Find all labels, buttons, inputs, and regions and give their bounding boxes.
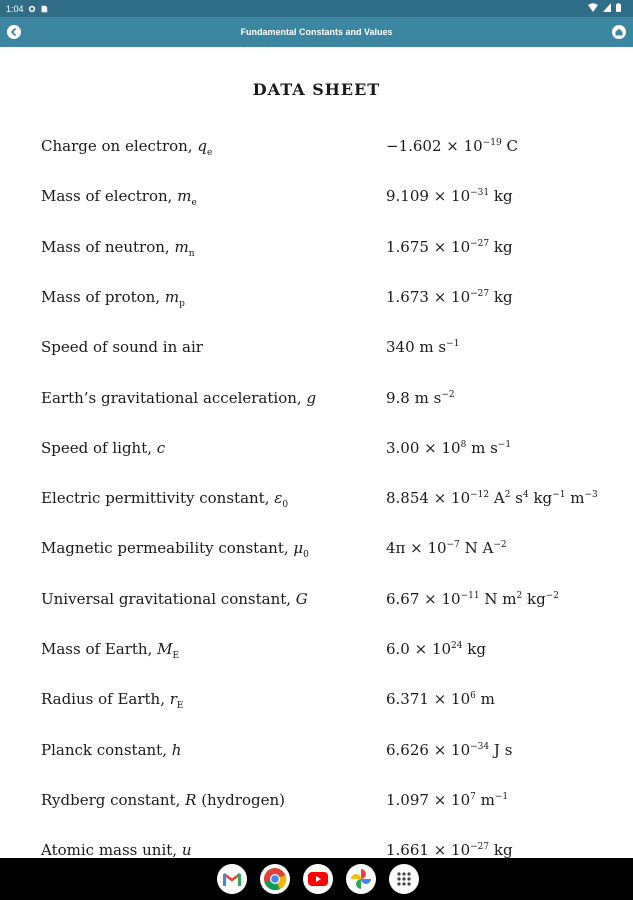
value-exponent: 6 [470, 691, 476, 702]
value-exponent: 2 [516, 590, 523, 601]
constant-row [0, 741, 633, 771]
constant-value: $8.854 \times 10^{-12}$ $A^2$ $s^4$ $kg^{-1}$ $m^{-3}$ [386, 489, 598, 508]
constant-label: Earth’s gravitational acceleration, g [41, 388, 317, 407]
constant-label: Mass of electron, $m_e$ [41, 187, 197, 209]
constant-label: Mass of neutron, $m_n$ [41, 237, 195, 259]
constant-row [0, 791, 633, 821]
constant-row [0, 338, 633, 368]
chrome-app-icon[interactable] [260, 864, 290, 894]
constant-value: $6.626 \times 10^{-34}$ J s [386, 740, 513, 759]
constant-value: $3.00 \times 10^8$ m $s^{-1}$ [386, 438, 512, 457]
constant-symbol: m [164, 287, 180, 306]
constant-value: 9.8 m $s^{-2}$ [386, 388, 455, 407]
battery-icon [616, 3, 621, 12]
sync-icon [28, 5, 36, 13]
constant-row [0, 841, 633, 858]
constant-symbol: q [197, 137, 207, 155]
value-exponent: −34 [470, 741, 490, 752]
constant-label: Planck constant, h [41, 740, 182, 759]
constant-row [0, 590, 633, 620]
value-exponent: −1 [552, 490, 566, 501]
value-exponent: −31 [470, 188, 490, 199]
constant-label: Speed of light, c [41, 438, 166, 457]
constant-symbol-subscript: e [206, 148, 213, 158]
value-exponent: −1 [446, 339, 460, 350]
value-exponent: −2 [441, 389, 455, 400]
value-exponent: −12 [470, 490, 490, 501]
constant-symbol-subscript: n [188, 248, 195, 259]
value-exponent: 8 [460, 439, 467, 450]
value-exponent: −27 [470, 842, 490, 853]
constant-value: $6.0 \times 10^{24}$ kg [386, 640, 486, 658]
constant-row [0, 238, 633, 268]
wifi-icon [588, 3, 598, 12]
value-exponent: 2 [504, 490, 511, 501]
photos-app-icon[interactable] [346, 864, 376, 894]
status-time: 1:04 [6, 3, 24, 14]
constant-label: Speed of sound in air [41, 338, 203, 357]
constant-label: Radius of Earth, $r_E$ [41, 690, 184, 712]
constant-row [0, 187, 633, 217]
constant-label: Mass of proton, $m_p$ [41, 287, 185, 309]
constant-label: Rydberg constant, R (hydrogen) [41, 790, 285, 809]
app-dock [217, 864, 419, 894]
constant-row [0, 539, 633, 569]
value-exponent: −27 [470, 238, 490, 249]
constant-symbol-subscript: E [172, 651, 180, 661]
constant-symbol: h [171, 740, 182, 759]
constant-row [0, 439, 633, 469]
constant-symbol: μ [293, 539, 304, 558]
constant-symbol-subscript: 0 [282, 500, 289, 511]
value-exponent: −19 [482, 138, 502, 148]
value-exponent: −11 [460, 590, 480, 601]
constant-label: Atomic mass unit, u [41, 841, 192, 858]
constant-symbol: ε [274, 489, 283, 508]
constant-row [0, 690, 633, 720]
constant-label: Magnetic permeability constant, $\mu_0$ [41, 539, 309, 561]
sd-card-icon [40, 5, 48, 13]
app-bar-title: Fundamental Constants and Values [240, 27, 393, 37]
constant-row [0, 137, 633, 167]
home-button[interactable] [611, 24, 627, 40]
nav-bar [0, 858, 633, 900]
value-exponent: −2 [493, 540, 507, 551]
constant-symbol: m [177, 187, 192, 206]
constant-value: $6.67 \times 10^{-11}$ N $m^2$ $kg^{-2}$ [386, 589, 559, 608]
value-exponent: −7 [446, 540, 460, 551]
constant-value: $4\pi \times 10^{-7}$ N $A^{-2}$ [386, 539, 507, 558]
constant-row [0, 640, 633, 670]
value-exponent: −3 [584, 490, 598, 501]
youtube-app-icon[interactable] [303, 864, 333, 894]
constant-value: 340 m $s^{-1}$ [386, 338, 460, 357]
constant-value: $1.675 \times 10^{-27}$ kg [386, 237, 513, 256]
value-exponent: −2 [545, 590, 559, 601]
value-exponent: 4 [522, 490, 529, 501]
constant-value: $1.661 \times 10^{-27}$ kg [386, 841, 513, 858]
constant-symbol: u [181, 841, 192, 858]
page-title: DATA SHEET [252, 80, 381, 99]
data-sheet [0, 47, 633, 858]
constant-label: Charge on electron, $q_e$ [41, 137, 213, 158]
constant-value: $1.097 \times 10^7$ $m^{-1}$ [386, 790, 509, 809]
constant-symbol: M [157, 640, 173, 658]
value-exponent: −1 [497, 439, 512, 450]
constant-value: $-1.602 \times 10^{-19}$ C [386, 137, 518, 155]
value-exponent: −27 [470, 288, 490, 299]
constant-symbol-subscript: E [176, 701, 184, 712]
constant-symbol-subscript: 0 [303, 550, 309, 561]
constant-symbol-subscript: p [179, 298, 185, 309]
constant-value: $1.673 \times 10^{-27}$ kg [386, 287, 513, 306]
constant-row [0, 288, 633, 318]
constant-value: $9.109 \times 10^{-31}$ kg [386, 187, 513, 206]
constant-symbol-subscript: e [191, 198, 197, 209]
status-bar [0, 0, 633, 17]
value-exponent: −1 [494, 791, 509, 802]
constant-label: Universal gravitational constant, G [41, 589, 308, 608]
constant-value: $6.371 \times 10^6$ m [386, 690, 495, 709]
constant-label: Electric permittivity constant, $\varepsilon_0$ [41, 489, 289, 511]
signal-icon [603, 3, 611, 12]
constant-symbol: G [295, 589, 308, 608]
app-bar [0, 17, 633, 47]
constant-symbol: r [169, 690, 177, 709]
app-drawer-icon[interactable] [389, 864, 419, 894]
constant-symbol: m [174, 237, 189, 256]
value-exponent: 24 [451, 641, 463, 651]
gmail-app-icon[interactable] [217, 864, 247, 894]
value-exponent: 7 [470, 791, 476, 802]
constant-row [0, 489, 633, 519]
constant-symbol: g [306, 388, 317, 407]
constant-label: Mass of Earth, $M_E$ [41, 640, 180, 661]
constant-row [0, 389, 633, 419]
constant-symbol: R [185, 790, 197, 809]
constant-symbol: c [156, 438, 166, 457]
